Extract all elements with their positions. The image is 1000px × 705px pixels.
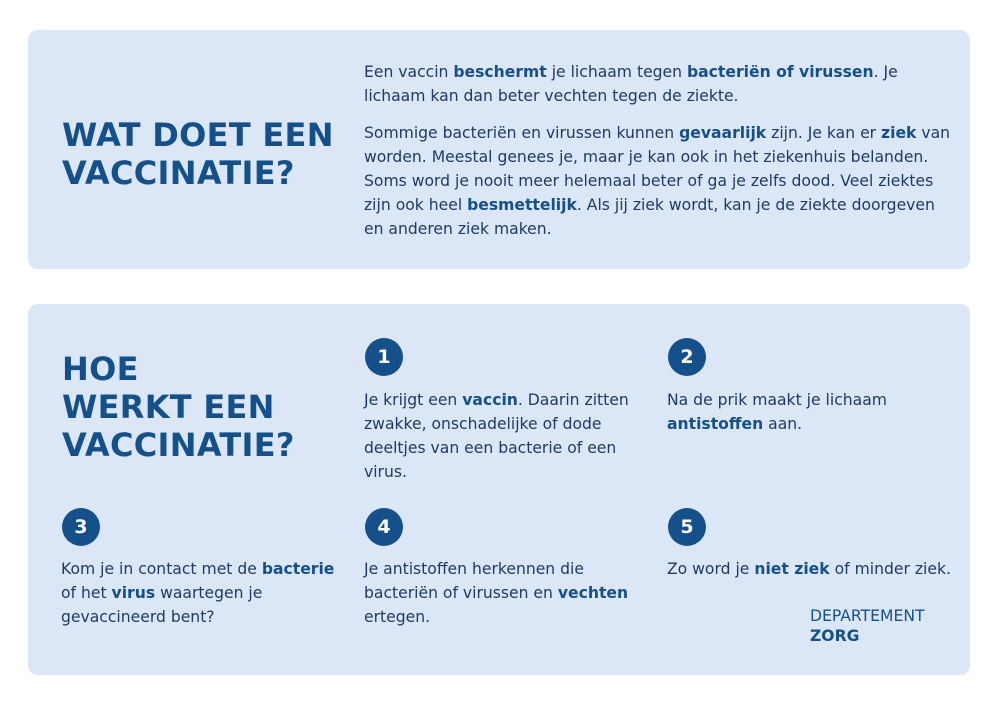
text-run: . Je lichaam kan dan beter vechten tegen de ziekte. bbox=[364, 63, 898, 105]
step-2-badge: 2 bbox=[668, 338, 706, 376]
text-run: Na de prik maakt je lichaam bbox=[667, 391, 887, 409]
text-run: van worden. Meestal genees je, maar je kan ook in het ziekenhuis belanden. Soms word je nooit meer helemaal beter of ga je zelfs dood. Veel ziektes zijn ook heel bbox=[364, 124, 951, 214]
emphasis: gevaarlijk bbox=[679, 124, 767, 142]
heading-how-does-vaccination-work bbox=[62, 350, 295, 464]
text-run: Zo word je bbox=[667, 560, 755, 578]
emphasis: ziek bbox=[881, 124, 917, 142]
text-run: ertegen. bbox=[364, 608, 431, 626]
step-3-text bbox=[61, 557, 346, 629]
emphasis: beschermt bbox=[453, 63, 547, 81]
paragraph-dangerous-diseases bbox=[364, 121, 954, 241]
heading-line: HOE bbox=[62, 350, 139, 388]
departement-zorg-logo bbox=[810, 606, 925, 646]
text-run: of minder ziek. bbox=[829, 560, 951, 578]
text-run: je lichaam tegen bbox=[546, 63, 687, 81]
emphasis: vaccin bbox=[462, 391, 518, 409]
text-run: aan. bbox=[763, 415, 803, 433]
step-3-badge: 3 bbox=[62, 508, 100, 546]
emphasis: besmettelijk bbox=[467, 196, 577, 214]
text-run: . Daarin zitten zwakke, onschadelijke of dode deeltjes van een bacterie of een virus. bbox=[364, 391, 629, 481]
heading-line: VACCINATIE? bbox=[62, 426, 295, 464]
emphasis: niet ziek bbox=[754, 560, 830, 578]
step-1-text bbox=[364, 388, 649, 484]
text-run: Je antistoffen herkennen die bacteriën of virussen en bbox=[364, 560, 584, 602]
step-4-text bbox=[364, 557, 649, 629]
text-run: Sommige bacteriën en virussen kunnen bbox=[364, 124, 680, 142]
step-4-badge: 4 bbox=[365, 508, 403, 546]
step-5-text bbox=[667, 557, 952, 581]
emphasis: antistoffen bbox=[667, 415, 764, 433]
text-run: Kom je in contact met de bbox=[61, 560, 262, 578]
text-run: zijn. Je kan er bbox=[766, 124, 882, 142]
heading-line: VACCINATIE? bbox=[62, 154, 295, 192]
logo-line: DEPARTEMENT bbox=[810, 607, 925, 625]
step-5-badge: 5 bbox=[668, 508, 706, 546]
emphasis: vechten bbox=[557, 584, 629, 602]
heading-line: WAT DOET EEN bbox=[62, 116, 334, 154]
text-run: Je krijgt een bbox=[364, 391, 463, 409]
text-run: Een vaccin bbox=[364, 63, 454, 81]
step-1-badge: 1 bbox=[365, 338, 403, 376]
emphasis: virus bbox=[111, 584, 156, 602]
text-run: of het bbox=[61, 584, 112, 602]
text-run: waartegen je gevaccineerd bent? bbox=[61, 584, 263, 626]
step-2-text bbox=[667, 388, 952, 436]
paragraph-vaccine-protects bbox=[364, 60, 954, 108]
heading-line: WERKT EEN bbox=[62, 388, 275, 426]
emphasis: bacteriën of virussen bbox=[687, 63, 874, 81]
logo-line: ZORG bbox=[810, 627, 860, 645]
heading-what-does-vaccination-do bbox=[62, 116, 334, 192]
emphasis: bacterie bbox=[261, 560, 335, 578]
text-run: . Als jij ziek wordt, kan je de ziekte doorgeven en anderen ziek maken. bbox=[364, 196, 935, 238]
